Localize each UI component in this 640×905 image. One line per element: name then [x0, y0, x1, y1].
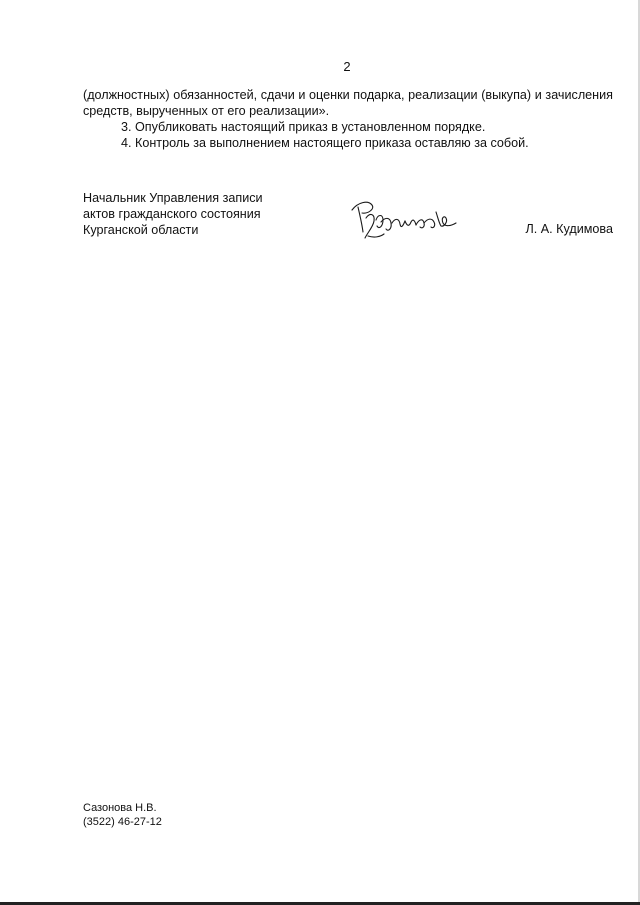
- executor-name: Сазонова Н.В.: [83, 802, 157, 814]
- signer-title-line: Курганской области: [83, 223, 199, 237]
- handwritten-signature: [348, 196, 460, 242]
- signer-title-line: Начальник Управления записи: [83, 191, 263, 205]
- executor-phone: (3522) 46-27-12: [83, 816, 162, 828]
- signature-block: [83, 190, 613, 250]
- paragraph-item-3: 3. Опубликовать настоящий приказ в установленном порядке.: [121, 120, 486, 134]
- signature-strokes: [352, 202, 456, 238]
- page-number: 2: [343, 59, 351, 74]
- paragraph-continuation: (должностных) обязанностей, сдачи и оценки подарка, реализации (выкупа) и зачисления средств, вырученных от его реализации».: [83, 88, 613, 118]
- executor-info: [83, 801, 162, 829]
- signer-title: [83, 190, 263, 238]
- body-text: [83, 87, 613, 151]
- signer-title-line: актов гражданского состояния: [83, 207, 261, 221]
- signer-name: Л. А. Кудимова: [525, 222, 613, 236]
- paragraph-item-4: 4. Контроль за выполнением настоящего приказа оставляю за собой.: [121, 136, 529, 150]
